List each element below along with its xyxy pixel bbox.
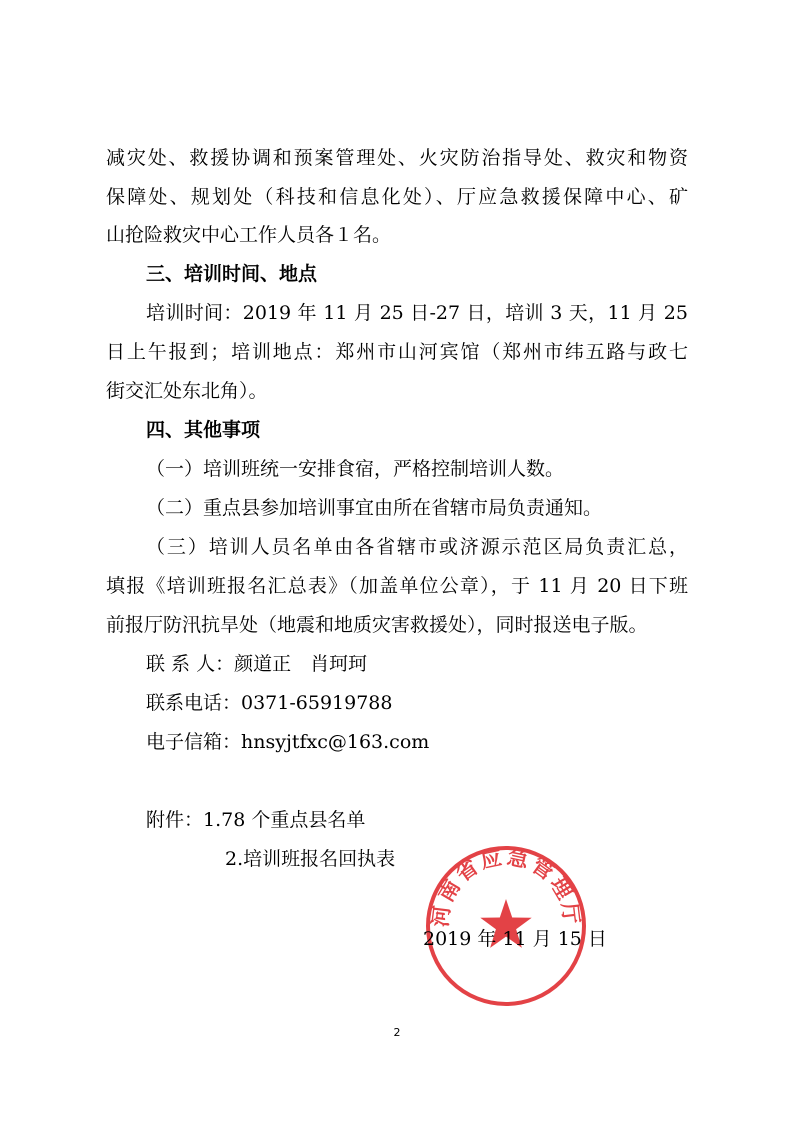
attachment-2: 2.培训班报名回执表 [225,848,396,870]
section3-line-1: 培训时间：2019 年 11 月 25 日-27 日，培训 3 天，11 月 25 [146,302,688,324]
body-line-1: 减灾处、救援协调和预案管理处、火灾防治指导处、救灾和物资 [106,147,688,169]
document-date: 2019 年 11 月 15 日 [423,928,607,950]
section3-line-2: 日上午报到；培训地点：郑州市山河宾馆（郑州市纬五路与政七 [106,341,688,363]
section4-heading: 四、其他事项 [146,419,261,441]
page-number: 2 [393,1026,401,1039]
section4-item-3-cont-2: 前报厅防汛抗旱处（地震和地质灾害救援处），同时报送电子版。 [106,614,648,636]
section3-line-3: 街交汇处东北角）。 [106,380,268,402]
section4-item-3-cont-1: 填报《培训班报名汇总表》（加盖单位公章），于 11 月 20 日下班 [106,575,688,597]
contact-email: 电子信箱：hnsyjtfxc@163.com [146,731,430,753]
body-line-2: 保障处、规划处（科技和信息化处）、厅应急救援保障中心、矿 [106,186,688,208]
section4-item-3: （三）培训人员名单由各省辖市或济源示范区局负责汇总， [146,536,688,558]
attachment-1: 附件：1.78 个重点县名单 [146,809,366,831]
official-seal-icon [425,845,587,1007]
section4-item-2: （二）重点县参加培训事宜由所在省辖市局负责通知。 [146,497,603,519]
section3-heading: 三、培训时间、地点 [146,263,318,285]
contact-person: 联 系 人：颜道正 肖珂珂 [146,653,368,675]
body-line-3: 山抢险救灾中心工作人员各１名。 [106,224,392,246]
svg-text:河南省应急管理厅: 河南省应急管理厅 [427,845,585,929]
section4-item-1: （一）培训班统一安排食宿，严格控制培训人数。 [146,458,565,480]
contact-phone: 联系电话：0371-65919788 [146,692,393,714]
